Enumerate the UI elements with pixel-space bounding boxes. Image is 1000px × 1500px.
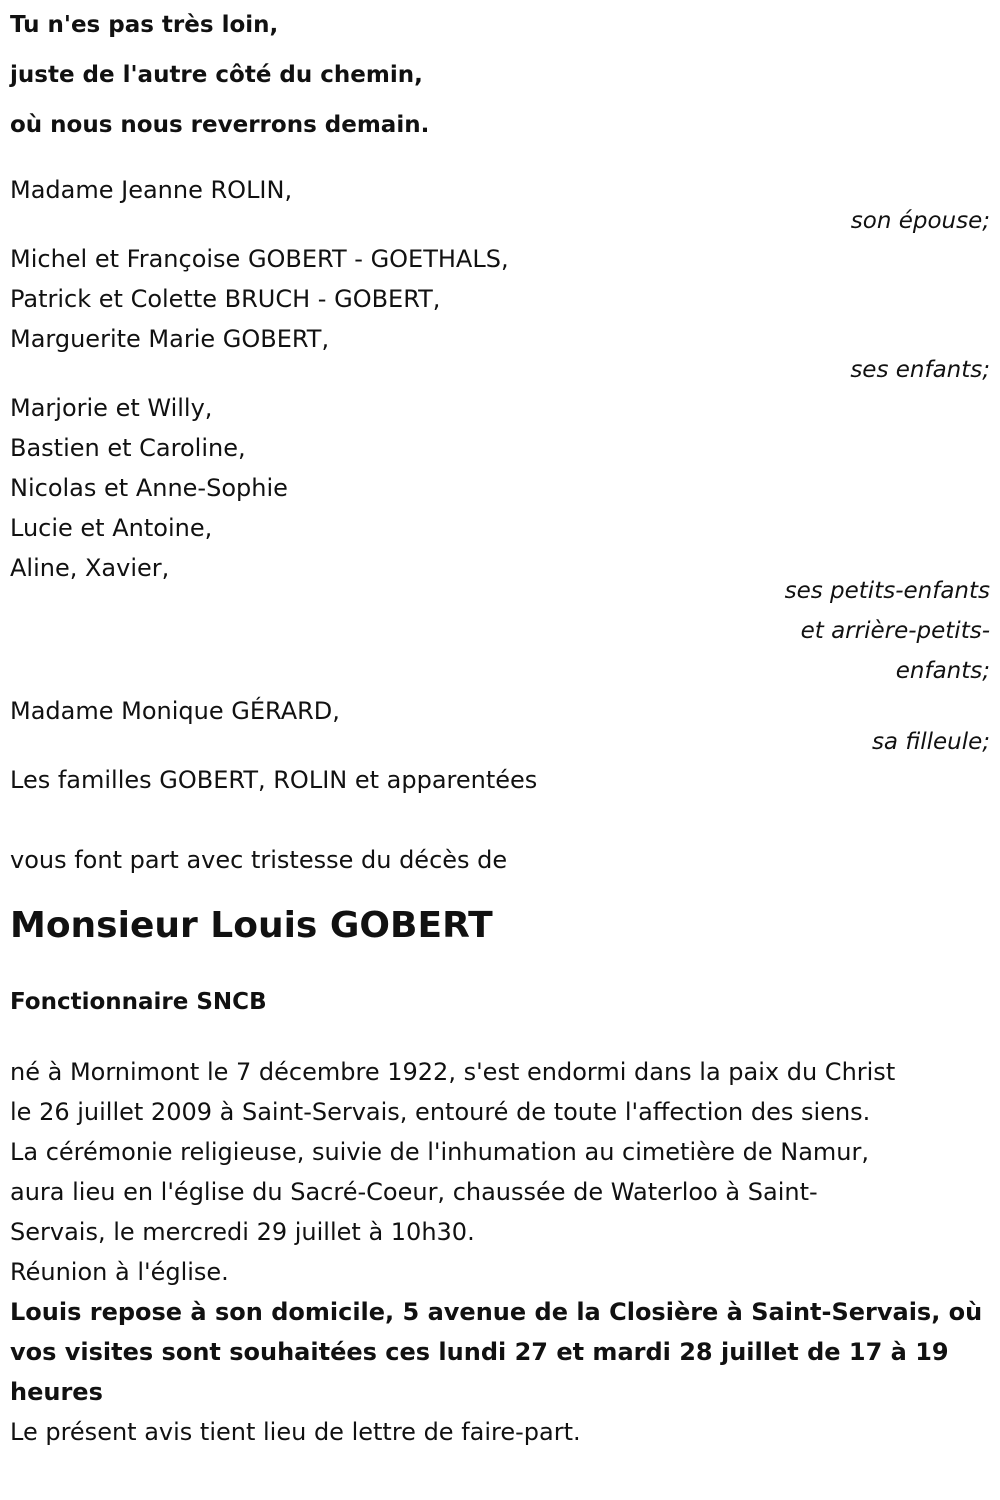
child-entry: Marguerite Marie GOBERT, xyxy=(10,325,330,353)
details-line: Servais, le mercredi 29 juillet à 10h30. xyxy=(10,1218,475,1246)
wife-name: Madame Jeanne ROLIN, xyxy=(10,176,293,204)
deceased-name: Monsieur Louis GOBERT xyxy=(10,905,493,946)
profession: Fonctionnaire SNCB xyxy=(10,989,267,1015)
children-role: ses enfants; xyxy=(850,357,990,383)
family-grandchildren xyxy=(10,388,990,691)
families-line: Les familles GOBERT, ROLIN et apparentées xyxy=(10,766,538,794)
grandchildren-role-line: et arrière-petits- xyxy=(800,618,990,644)
grandchild-entry: Nicolas et Anne-Sophie xyxy=(10,474,288,502)
family-goddaughter xyxy=(10,691,990,754)
obituary-notice xyxy=(10,0,990,1452)
visit-line: Louis repose à son domicile, 5 avenue de la Closière à Saint-Servais, où xyxy=(10,1298,983,1326)
child-entry: Patrick et Colette BRUCH - GOBERT, xyxy=(10,285,441,313)
grandchild-entry: Bastien et Caroline, xyxy=(10,434,246,462)
poem-line: Tu n'es pas très loin, xyxy=(10,12,279,38)
family-wife xyxy=(10,170,990,233)
wife-role: son épouse; xyxy=(850,208,990,234)
grandchild-entry: Lucie et Antoine, xyxy=(10,514,213,542)
family-children xyxy=(10,239,990,382)
grandchild-entry: Marjorie et Willy, xyxy=(10,394,213,422)
announcement-intro: vous font part avec tristesse du décès de xyxy=(10,846,508,874)
grandchildren-role-line: ses petits-enfants xyxy=(784,578,990,604)
visit-paragraph xyxy=(10,1292,990,1412)
details-line: La cérémonie religieuse, suivie de l'inhumation au cimetière de Namur, xyxy=(10,1138,869,1166)
closing-line: Le présent avis tient lieu de lettre de faire-part. xyxy=(10,1418,581,1446)
goddaughter-role: sa filleule; xyxy=(871,729,990,755)
visit-line: heures xyxy=(10,1378,103,1406)
poem-line: où nous nous reverrons demain. xyxy=(10,112,430,138)
details-paragraph xyxy=(10,1052,990,1292)
poem xyxy=(10,0,990,150)
visit-line: vos visites sont souhaitées ces lundi 27 et mardi 28 juillet de 17 à 19 xyxy=(10,1338,949,1366)
grandchild-entry: Aline, Xavier, xyxy=(10,554,170,582)
poem-line: juste de l'autre côté du chemin, xyxy=(10,62,423,88)
details-line: aura lieu en l'église du Sacré-Coeur, chaussée de Waterloo à Saint- xyxy=(10,1178,818,1206)
details-line: Réunion à l'église. xyxy=(10,1258,229,1286)
details-line: le 26 juillet 2009 à Saint-Servais, entouré de toute l'affection des siens. xyxy=(10,1098,871,1126)
goddaughter-name: Madame Monique GÉRARD, xyxy=(10,697,340,725)
details-line: né à Mornimont le 7 décembre 1922, s'est endormi dans la paix du Christ xyxy=(10,1058,896,1086)
grandchildren-role-line: enfants; xyxy=(895,658,990,684)
child-entry: Michel et Françoise GOBERT - GOETHALS, xyxy=(10,245,509,273)
